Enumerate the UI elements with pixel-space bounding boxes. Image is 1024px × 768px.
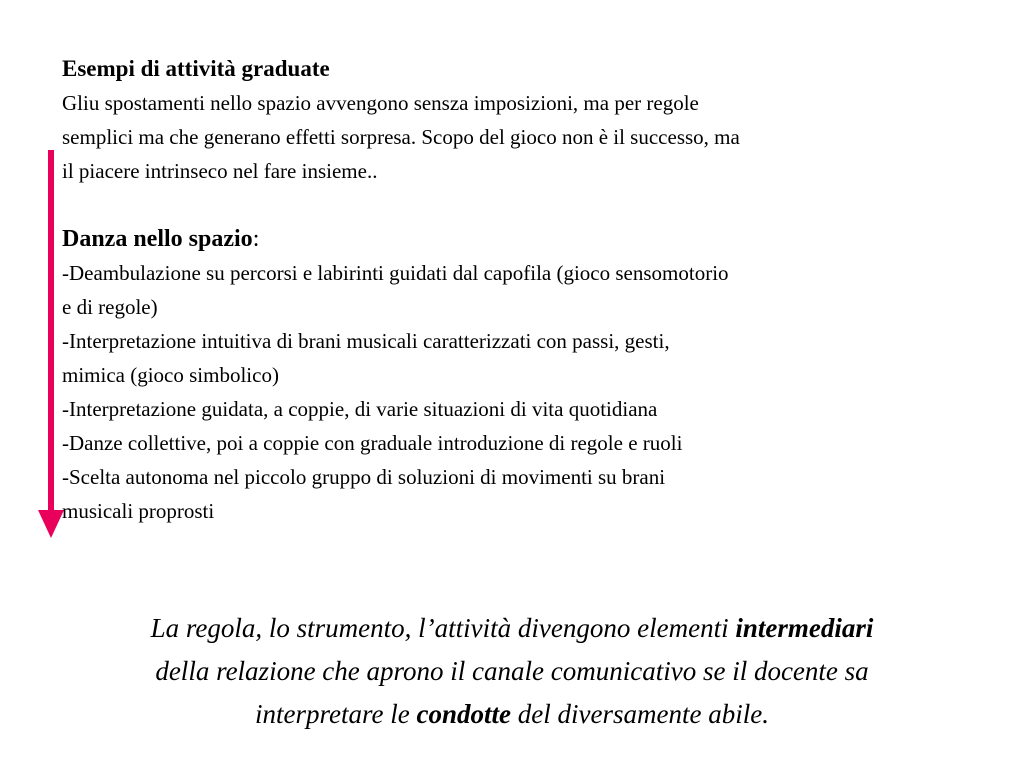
- activity-line: mimica (gioco simbolico): [62, 363, 279, 387]
- section-title-esempi: Esempi di attività graduate: [62, 56, 330, 81]
- conclusion-bold-intermediari: intermediari: [735, 613, 874, 643]
- intro-line: il piacere intrinseco nel fare insieme..: [62, 159, 378, 183]
- activity-line: -Deambulazione su percorsi e labirinti guidati dal capofila (gioco sensomotorio: [62, 261, 729, 285]
- activity-line: -Interpretazione guidata, a coppie, di varie situazioni di vita quotidiana: [62, 397, 658, 421]
- conclusion-part: La regola, lo strumento, l’attività divengono elementi: [150, 613, 736, 643]
- section-title-danza: [62, 222, 992, 256]
- activity-line: -Danze collettive, poi a coppie con graduale introduzione di regole e ruoli: [62, 431, 683, 455]
- activity-line: musicali proprosti: [62, 499, 215, 523]
- arrow-head: [38, 510, 64, 538]
- conclusion-part: della relazione che aprono il canale comunicativo se il docente sa: [155, 656, 869, 686]
- intro-line: Gliu spostamenti nello spazio avvengono sensza imposizioni, ma per regole: [62, 91, 699, 115]
- danza-title-text: Danza nello spazio: [62, 226, 253, 252]
- activity-line: e di regole): [62, 295, 158, 319]
- conclusion-text: [40, 607, 984, 736]
- intro-line: semplici ma che generano effetti sorpresa. Scopo del gioco non è il successo, ma: [62, 125, 740, 149]
- activity-line: -Scelta autonoma nel piccolo gruppo di soluzioni di movimenti su brani: [62, 465, 666, 489]
- conclusion-bold-condotte: condotte: [416, 699, 512, 729]
- conclusion-part: del diversamente abile.: [511, 699, 769, 729]
- spacer: [62, 188, 992, 222]
- down-arrow-icon: [38, 150, 64, 540]
- activity-line: -Interpretazione intuitiva di brani musicali caratterizzati con passi, gesti,: [62, 329, 670, 353]
- main-content: [62, 52, 992, 528]
- conclusion-part: interpretare le: [255, 699, 417, 729]
- danza-title-colon: :: [252, 226, 260, 252]
- arrow-shaft: [48, 150, 54, 512]
